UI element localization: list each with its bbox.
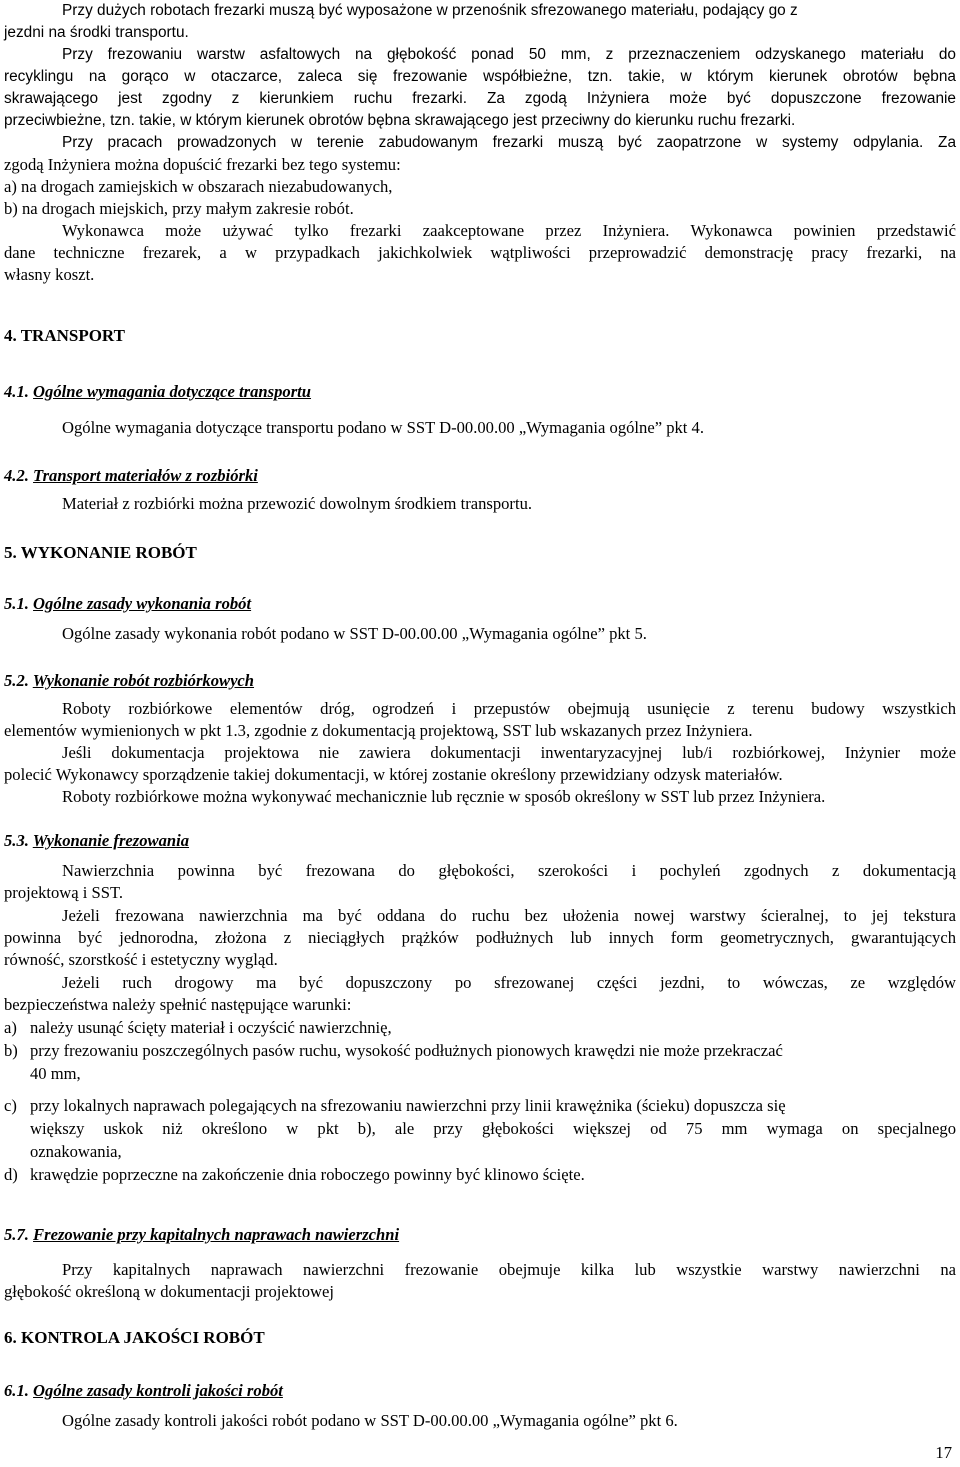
text-line: polecić Wykonawcy sporządzenie takiej dokumentacji, w której zostanie określony przewidziany odzysk materiałów. [4,765,783,784]
section-heading [4,830,956,852]
list-item [4,1040,956,1062]
section-title: Transport materiałów z rozbiórki [33,466,258,485]
section-title: WYKONANIE ROBÓT [20,543,197,562]
paragraph: Ogólne zasady kontroli jakości robót podano w SST D-00.00.00 „Wymagania ogólne” pkt 6. [62,1411,678,1430]
list-label: a) [4,1018,17,1037]
list-text: przy frezowaniu poszczególnych pasów ruchu, wysokość podłużnych pionowych krawędzi nie może przekraczać [30,1041,783,1060]
list-item-continuation: większy uskok niż określono w pkt b), ale przy głębokości większej od 75 mm wymaga on specjalnego [30,1119,956,1138]
text-line: Roboty rozbiórkowe można wykonywać mechanicznie lub ręcznie w sposób określony w SST lub przez Inżyniera. [62,787,826,806]
text-line: Wykonawca może używać tylko frezarki zaakceptowane przez Inżyniera. Wykonawca powinien przedstawić [62,221,956,240]
section-number: 6. [4,1328,21,1347]
section-number: 5.7. [4,1225,34,1244]
paragraph: głębokość określoną w dokumentacji projektowej [4,1282,334,1301]
section-number: 6.1. [4,1381,34,1400]
section-heading [4,1224,956,1246]
chapter-heading [4,325,956,347]
text-line: recyklingu na gorąco w otaczarce, zaleca się frezowanie współbieżne, tzn. takie, w którym kierunek obrotów bębna [4,68,956,85]
paragraph: Przy kapitalnych naprawach nawierzchni frezowanie obejmuje kilka lub wszystkie warstwy nawierzchni na [62,1260,956,1279]
text-line: bezpieczeństwa należy spełnić następujące warunki: [4,995,352,1014]
paragraph: Ogólne zasady wykonania robót podano w SST D-00.00.00 „Wymagania ogólne” pkt 5. [62,624,647,643]
text-line: skrawającego jest zgodny z kierunkiem ruchu frezarki. Za zgodą Inżyniera może być dopuszczone frezowanie [4,90,956,107]
text-line: Nawierzchnia powinna być frezowana do głębokości, szerokości i pochyleń zgodnych z dokumentacją [62,861,956,880]
text-line: Jeżeli frezowana nawierzchnia ma być oddana do ruchu bez ułożenia nowej warstwy ścieralnej, to jej tekstura [62,906,956,925]
text-line: projektową i SST. [4,883,124,902]
section-heading [4,1380,956,1402]
section-title: Ogólne zasady wykonania robót [33,594,252,613]
section-heading [4,465,956,487]
text-line: elementów wymienionych w pkt 1.3, zgodnie z dokumentacją projektową, SST lub wskazanych przez Inżyniera. [4,721,753,740]
page-number: 17 [935,1443,952,1462]
section-number: 4. [4,326,21,345]
paragraph: Materiał z rozbiórki można przewozić dowolnym środkiem transportu. [62,494,533,513]
section-number: 4.2. [4,466,34,485]
text-line: Przy frezowaniu warstw asfaltowych na głębokość ponad 50 mm, z przeznaczeniem odzyskanego materiału do [62,46,956,63]
list-text: należy usunąć ścięty materiał i oczyścić nawierzchnię, [30,1018,392,1037]
text-line: zgodą Inżyniera można dopuścić frezarki bez tego systemu: [4,155,401,174]
text-line: Roboty rozbiórkowe elementów dróg, ogrodzeń i przepustów obejmują usunięcie z terenu budowy wszystkich [62,699,956,718]
section-title: TRANSPORT [20,326,125,345]
list-text: krawędzie poprzeczne na zakończenie dnia roboczego powinny być klinowo ścięte. [30,1165,585,1184]
list-label: d) [4,1165,18,1184]
text-line: a) na drogach zamiejskich w obszarach niezabudowanych, [4,177,393,196]
list-item-continuation: oznakowania, [30,1142,122,1161]
section-title: Wykonanie frezowania [32,831,190,850]
text-line: przeciwbieżne, tzn. takie, w którym kierunek obrotów bębna skrawającego jest przeciwny do kierunku ruchu frezarki. [4,112,796,129]
section-number: 4.1. [4,382,34,401]
chapter-heading [4,1327,956,1349]
list-item [4,1017,956,1039]
list-label: c) [4,1096,17,1115]
list-label: b) [4,1041,18,1060]
list-item [4,1164,956,1186]
section-title: KONTROLA JAKOŚCI ROBÓT [21,1328,265,1347]
section-heading [4,670,956,692]
list-text: przy lokalnych naprawach polegających na sfrezowaniu nawierzchni przy linii krawężnika (ścieku) dopuszcza się [30,1096,786,1115]
text-line: własny koszt. [4,265,95,284]
list-item [4,1095,956,1117]
text-line: jezdni na środki transportu. [4,24,189,41]
section-number: 5. [4,543,21,562]
section-number: 5.2. [4,671,33,690]
section-number: 5.3. [4,831,33,850]
section-title: Wykonanie robót rozbiórkowych [32,671,255,690]
section-title: Frezowanie przy kapitalnych naprawach nawierzchni [33,1225,400,1244]
text-line: Jeżeli ruch drogowy ma być dopuszczony po sfrezowanej części jezdni, to wówczas, ze względów [62,973,956,992]
text-line: Przy pracach prowadzonych w terenie zabudowanym frezarki muszą być zaopatrzone w systemy odpylania. Za [62,134,956,151]
text-line: b) na drogach miejskich, przy małym zakresie robót. [4,199,354,218]
section-heading [4,593,956,615]
section-title: Ogólne zasady kontroli jakości robót [33,1381,283,1400]
section-number: 5.1. [4,594,34,613]
text-line: Przy dużych robotach frezarki muszą być wyposażone w przenośnik sfrezowanego materiału, podający go z [62,2,798,19]
list-item-continuation: 40 mm, [30,1064,81,1083]
text-line: powinna być jednorodna, złożona z nieciągłych prążków podłużnych lub innych form geometrycznych, gwarantujących [4,928,956,947]
text-line: równość, szorstkość i estetyczny wygląd. [4,950,278,969]
section-title: Ogólne wymagania dotyczące transportu [33,382,312,401]
chapter-heading [4,542,956,564]
section-heading [4,381,956,403]
text-line: Jeśli dokumentacja projektowa nie zawiera dokumentacji inwentaryzacyjnej lub/i rozbiórkowej, Inżynier może [62,743,956,762]
paragraph: Ogólne wymagania dotyczące transportu podano w SST D-00.00.00 „Wymagania ogólne” pkt 4. [62,418,705,437]
text-line: dane techniczne frezarek, a w przypadkach jakichkolwiek wątpliwości przeprowadzić demonstrację pracy frezarki, na [4,243,956,262]
